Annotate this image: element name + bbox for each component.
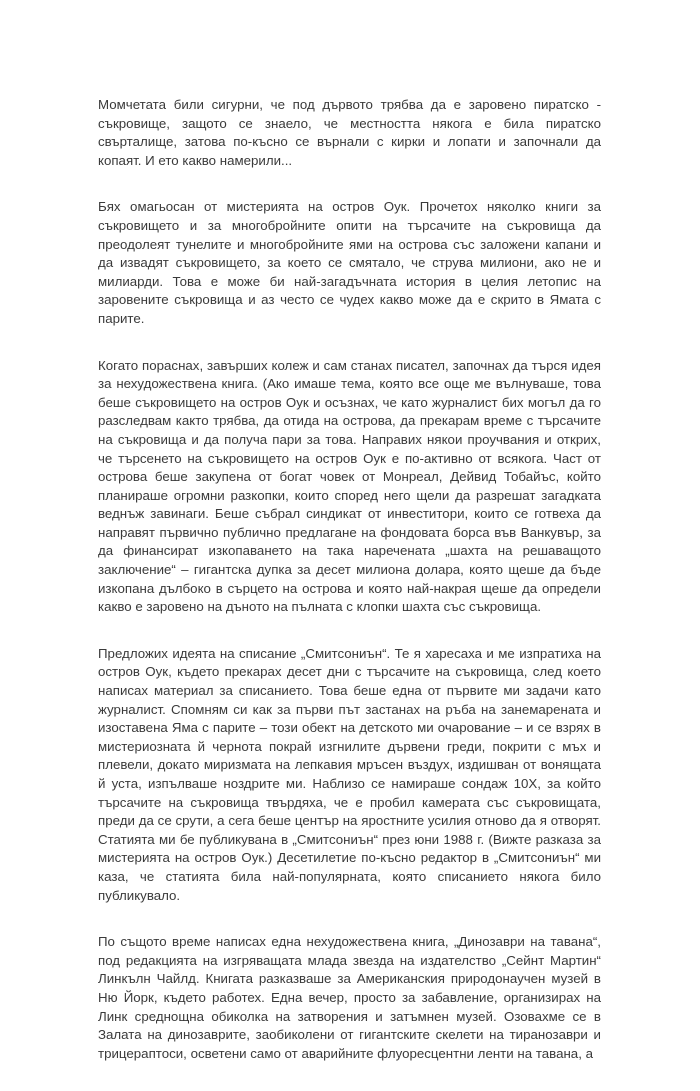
paragraph-5: По същото време написах една нехудожествена книга, „Динозаври на тавана“, под редакцията на изгряващата млада звезда на издателство „Сейнт Мартин“ Линкълн Чайлд. Книгата разказваше за Американския природонаучен музей в Ню Йорк, където работех. Една вечер, просто за забавление, организирах на Линк среднощна обиколка на затворения и затъмнен музей. Озовахме се в Залата на динозаврите, заобиколени от гигантските скелети на тиранозаври и трицераптоси, осветени само от аварийните флуоресцентни ленти на тавана, а <box>98 934 601 1061</box>
paragraph-4: Предложих идеята на списание „Смитсониън“. Те я харесаха и ме изпратиха на остров Оук, където прекарах десет дни с търсачите на съкровища, след което написах материал за списанието. Това беше една от първите ми задачи като журналист. Спомням си как за първи път застанах на ръба на занемарената и изоставена Яма с парите – този обект на детското ми очарование – и се взрях в мистериозната й чернота покрай изгнилите дървени греди, покрити с мъх и плевели, докато миризмата на лепкавия мръсен въздух, издишван от вонящата й уста, изпълваше ноздрите ми. Наблизо се намираше сондаж 10Х, за който търсачите на съкровища твърдяха, че е пробил камерата със съкровищата, преди да се срути, а сега беше център на яростните усилия отново да я отворят. Статията ми бе публикувана в „Смитсониън“ през юни 1988 г. (Вижте разказа за мистерията на остров Оук.) Десетилетие по-късно редактор в „Смитсониън“ ми каза, че статията била най-популярната, която списанието някога било публикувало. <box>98 645 601 903</box>
paragraph-2: Бях омагьосан от мистерията на остров Оук. Прочетох няколко книги за съкровището и за многобройните опити на търсачите на съкровища да преодолеят тунелите и многобройните ями на острова със заложени капани и да извадят съкровището, за което се смятало, че струва милиони, ако не и милиарди. Това е може би най-загадъчната история в целия летопис на заровените съкровища и аз често се чудех какво може да е скрито в Ямата с парите. <box>98 199 601 326</box>
paragraph-3: Когато пораснах, завърших колеж и сам станах писател, започнах да търся идея за нехудожествена книга. (Ако имаше тема, която все още ме вълнуваше, това беше съкровището на остров Оук и осъзнах, че като журналист бих могъл да го разследвам както трябва, да отида на острова, да прекарам време с търсачите на съкровища и да получа пари за това. Направих някои проучвания и открих, че търсенето на съкровището на остров Оук е по-активно от всякога. Част от острова беше закупена от богат човек от Монреал, Дейвид Тобайъс, който планираше огромни разкопки, които според него щели да разрешат загадката веднъж завинаги. Беше събрал синдикат от инвеститори, които се готвеха да направят първично публично предлагане на фондовата борса във Ванкувър, за да финансират изкопаването на така наречената „шахта на решаващото заключение“ – гигантска дупка за десет милиона долара, която щеше да бъде изкопана дълбоко в сърцето на острова и която най-накрая щеше да определи какво е заровено на дъното на пълната с клопки шахта със съкровища. <box>98 357 601 615</box>
document-body <box>98 96 601 1091</box>
paragraph-1: Момчетата били сигурни, че под дървото трябва да е заровено пиратско - съкровище, защото се знаело, че местността някога е била пиратско свърталище, затова по-късно се върнали с кирки и лопати и започнали да копаят. И ето какво намерили... <box>98 97 601 168</box>
